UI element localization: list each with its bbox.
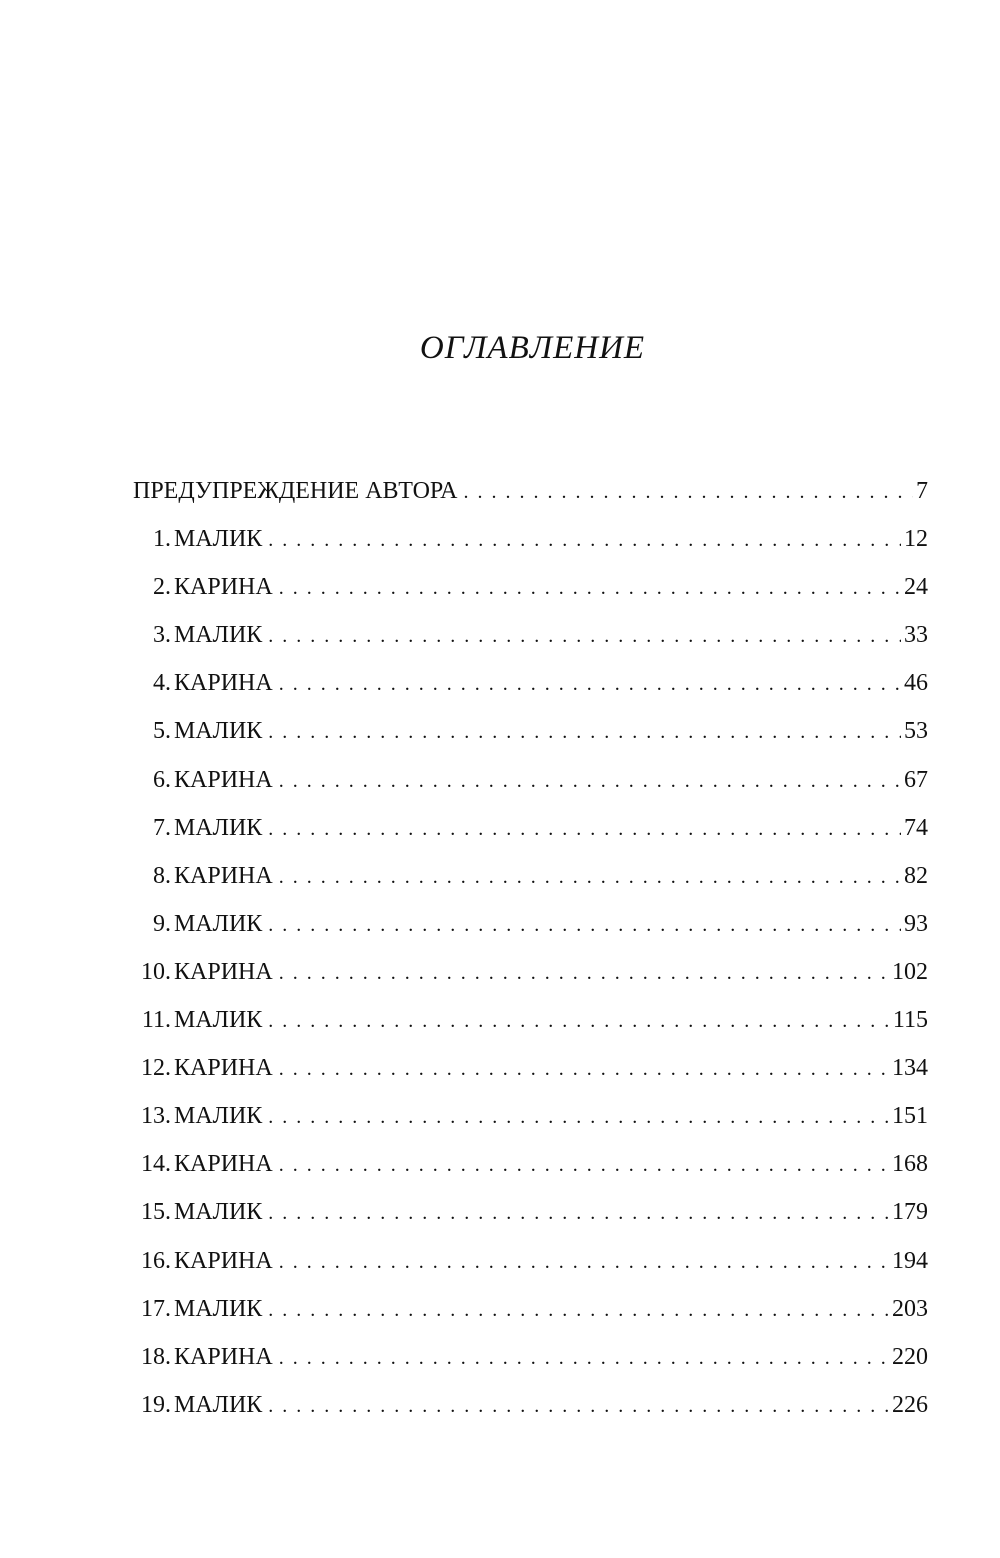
toc-entry-number: 15. [141, 1199, 171, 1226]
toc-entry-page: 102 [892, 958, 928, 985]
toc-entry-page: 203 [892, 1295, 928, 1322]
toc-entry-label: МАЛИК [174, 1007, 263, 1034]
toc-entry[interactable] [133, 1199, 928, 1247]
dot-leader [268, 1395, 889, 1418]
toc-entry[interactable] [133, 1007, 928, 1055]
toc-entry-label: МАЛИК [174, 526, 263, 553]
toc-entry-number: 7. [153, 814, 171, 841]
toc-entry-label: МАЛИК [174, 622, 263, 649]
dot-leader [268, 1202, 889, 1225]
toc-entry[interactable] [133, 718, 928, 766]
toc-entry[interactable] [133, 526, 928, 574]
table-of-contents [133, 478, 928, 1440]
toc-entry-number: 6. [153, 766, 171, 793]
toc-entry[interactable] [133, 1248, 928, 1296]
toc-entry-number: 12. [141, 1055, 171, 1082]
toc-entry-page: 24 [904, 574, 928, 601]
toc-entry-number: 19. [141, 1391, 171, 1418]
toc-entry-number: 3. [153, 622, 171, 649]
toc-entry-page: 53 [904, 718, 928, 745]
toc-entry[interactable] [133, 1344, 928, 1392]
toc-entry[interactable] [133, 1392, 928, 1440]
toc-entry-page: 220 [892, 1343, 928, 1370]
toc-entry-number: 10. [141, 958, 171, 985]
toc-entry-page: 82 [904, 862, 928, 889]
toc-entry-label: ПРЕДУПРЕЖДЕНИЕ АВТОРА [133, 478, 458, 504]
toc-entry-page: 74 [904, 814, 928, 841]
dot-leader [279, 962, 889, 985]
toc-entry[interactable] [133, 670, 928, 718]
toc-entry-label: КАРИНА [174, 766, 273, 793]
toc-entry-label: МАЛИК [174, 1295, 263, 1322]
toc-entry-number: 11. [141, 1007, 171, 1034]
dot-leader [268, 721, 901, 744]
toc-entry-label: КАРИНА [174, 958, 273, 985]
toc-entry-label: КАРИНА [174, 1343, 273, 1370]
toc-entry-number: 5. [153, 718, 171, 745]
dot-leader [464, 481, 913, 504]
dot-leader [268, 1299, 889, 1322]
toc-entry-page: 179 [892, 1199, 928, 1226]
toc-entry-preface[interactable] [133, 478, 928, 526]
dot-leader [279, 866, 901, 889]
toc-entry-page: 134 [892, 1055, 928, 1082]
toc-entry[interactable] [133, 959, 928, 1007]
toc-entry[interactable] [133, 622, 928, 670]
toc-entry-number: 16. [141, 1247, 171, 1274]
toc-entry-label: КАРИНА [174, 574, 273, 601]
toc-entry-label: КАРИНА [174, 670, 273, 697]
toc-entry[interactable] [133, 1055, 928, 1103]
dot-leader [268, 625, 901, 648]
dot-leader [279, 1154, 889, 1177]
toc-entry[interactable] [133, 1151, 928, 1199]
toc-entry-number: 17. [141, 1295, 171, 1322]
dot-leader [268, 1106, 889, 1129]
toc-entry-label: КАРИНА [174, 1151, 273, 1178]
toc-entry-label: МАЛИК [174, 1199, 263, 1226]
toc-entry-page: 93 [904, 910, 928, 937]
toc-entry-label: МАЛИК [174, 718, 263, 745]
toc-entry-page: 168 [892, 1151, 928, 1178]
dot-leader [268, 914, 901, 937]
toc-entry-label: МАЛИК [174, 910, 263, 937]
toc-entry-label: МАЛИК [174, 814, 263, 841]
toc-entry-page: 12 [904, 526, 928, 553]
toc-entry-label: МАЛИК [174, 1391, 263, 1418]
toc-entry[interactable] [133, 1103, 928, 1151]
toc-entry-page: 7 [916, 478, 928, 504]
toc-entry-number: 2. [153, 574, 171, 601]
toc-entry-page: 67 [904, 766, 928, 793]
toc-entry-number: 4. [153, 670, 171, 697]
toc-entry-label: КАРИНА [174, 1247, 273, 1274]
dot-leader [268, 529, 901, 552]
toc-entry-number: 18. [141, 1343, 171, 1370]
toc-entry-page: 194 [892, 1247, 928, 1274]
toc-entry[interactable] [133, 815, 928, 863]
toc-entry[interactable] [133, 863, 928, 911]
toc-entry-label: КАРИНА [174, 1055, 273, 1082]
dot-leader [279, 1347, 889, 1370]
toc-entry-page: 226 [892, 1391, 928, 1418]
toc-entry-page: 46 [904, 670, 928, 697]
toc-entry[interactable] [133, 767, 928, 815]
dot-leader [268, 818, 901, 841]
dot-leader [279, 673, 901, 696]
dot-leader [279, 1058, 889, 1081]
toc-entry-number: 9. [153, 910, 171, 937]
toc-entry-page: 151 [892, 1103, 928, 1130]
toc-entry-number: 8. [153, 862, 171, 889]
toc-entry[interactable] [133, 911, 928, 959]
toc-entry-label: КАРИНА [174, 862, 273, 889]
toc-entry[interactable] [133, 574, 928, 622]
dot-leader [279, 577, 901, 600]
toc-entry[interactable] [133, 1296, 928, 1344]
toc-entry-page: 33 [904, 622, 928, 649]
dot-leader [279, 1251, 889, 1274]
toc-entry-page: 115 [892, 1007, 928, 1034]
toc-title: ОГЛАВЛЕНИЕ [419, 330, 646, 366]
dot-leader [279, 770, 901, 793]
toc-entry-label: МАЛИК [174, 1103, 263, 1130]
toc-entry-number: 13. [141, 1103, 171, 1130]
toc-entry-number: 1. [153, 526, 171, 553]
dot-leader [268, 1010, 890, 1033]
toc-entry-number: 14. [141, 1151, 171, 1178]
